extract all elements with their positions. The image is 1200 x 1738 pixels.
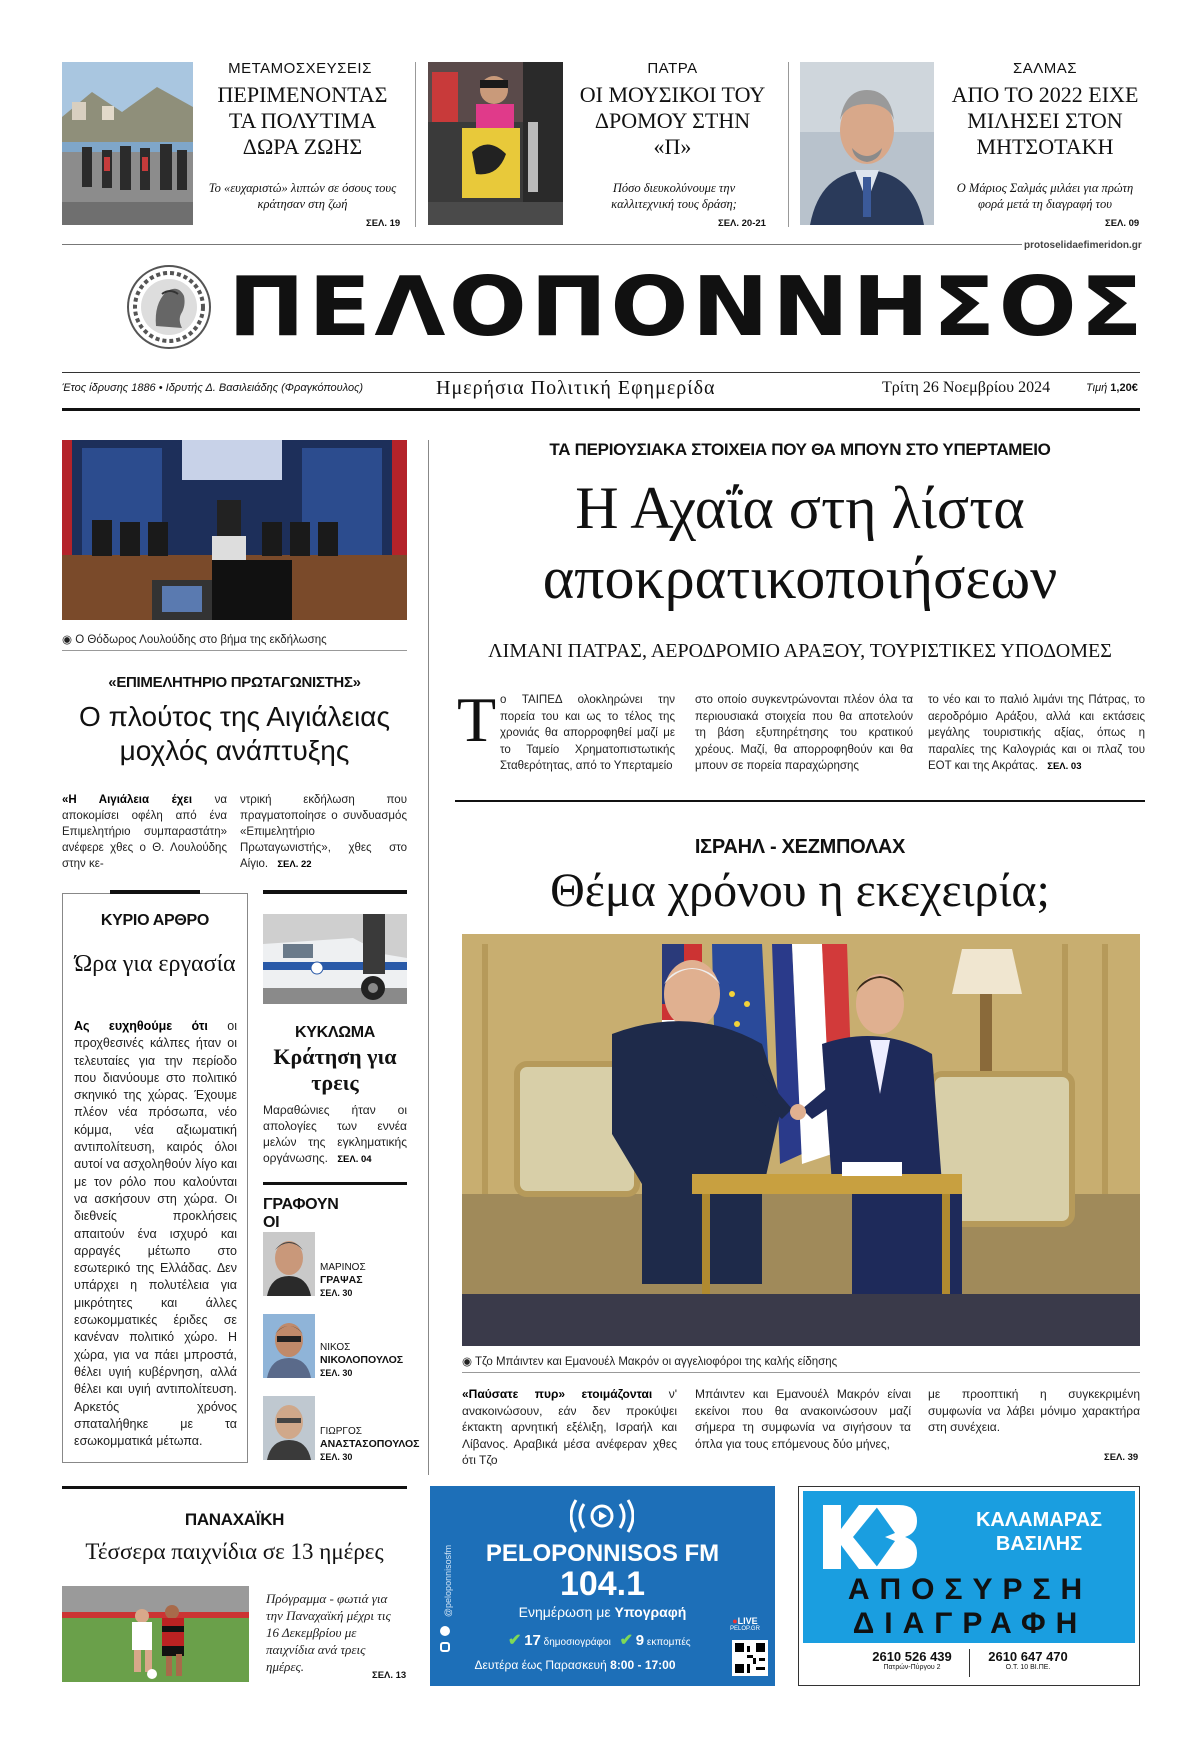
police-car-photo[interactable] (263, 914, 407, 1004)
writer-avatar (263, 1314, 315, 1378)
kalamaras-ad[interactable] (798, 1486, 1140, 1686)
ad-handle: @peloponnisosfm (443, 1544, 453, 1618)
journalists-num: 17 (524, 1632, 541, 1649)
col-text: να αποκομίσει οφέλη από ένα Επιμελητήριο συμπαραστάτη» ανέφερε χθες ο Θ. Λουλούδης στην κε- (62, 794, 227, 870)
fm-hours (430, 1658, 720, 1672)
teaser-headline[interactable]: ΠΕΡΙΜΕΝΟΝΤΑΣ ΤΑ ΠΟΛΥΤΙΜΑ ΔΩΡΑ ΖΩΗΣ (217, 82, 388, 159)
teaser-subhead: Ο Μάριος Σαλμάς μιλάει για πρώτη φορά μετά τη διαγραφή του (956, 181, 1134, 211)
writer-first: ΓΙΩΡΓΟΣ (320, 1426, 362, 1437)
instagram-icon (440, 1642, 450, 1652)
slogan-bold: Υπογραφή (614, 1604, 687, 1620)
photo-caption (62, 632, 407, 646)
writer-last: ΝΙΚΟΛΟΠΟΥΛΟΣ (320, 1354, 404, 1366)
teaser-kicker: ΜΕΤΑΜΟΣΧΕΥΣΕΙΣ (228, 60, 372, 77)
divider (62, 650, 407, 651)
fm-frequency: 104.1 (559, 1565, 646, 1603)
crime-headline[interactable]: Κράτηση για τρεις (273, 1044, 397, 1095)
writer-name (320, 1342, 403, 1379)
writer-first: ΝΙΚΟΣ (320, 1342, 351, 1353)
teaser-kicker: ΣΑΛΜΑΣ (1012, 60, 1078, 77)
kb-logo-icon (819, 1501, 919, 1573)
writer-last: ΑΝΑΣΤΑΣΟΠΟΥΛΟΣ (320, 1438, 420, 1450)
qr-code-icon (732, 1640, 768, 1676)
editorial-headline[interactable]: Ώρα για εργασία (74, 951, 236, 977)
ad-line-1: ΑΠΟΣΥΡΣΗ (847, 1573, 1093, 1606)
teaser-subhead: Το «ευχαριστώ» λιπτών σε όσους τους κράτησαν στη ζωή (208, 181, 397, 211)
facebook-icon (440, 1626, 450, 1636)
main-dropcap: Τ (457, 684, 497, 755)
writer-first: ΜΑΡΙΝΟΣ (320, 1262, 366, 1273)
writers-title: ΓΡΑΦΟΥΝ ΟΙ (263, 1196, 339, 1231)
fm-stats (508, 1630, 691, 1650)
page-ref: ΣΕΛ. 09 (1105, 218, 1140, 229)
col-text: ντρική εκδήλωση που πραγματοποίησε ο συνδυασμός «Επιμελητήριο Πρωταγωνιστής», χθες στο Αίγιο. (240, 794, 407, 870)
teaser-photo-transplant (62, 62, 193, 225)
masthead-rule-bottom (62, 408, 1140, 411)
lead-in: «Η Αιγιάλεια έχει (62, 794, 193, 806)
page-ref: ΣΕΛ. 13 (372, 1670, 407, 1681)
writer-last: ΓΡΑΨΑΣ (320, 1274, 363, 1286)
writer-page: ΣΕΛ. 30 (320, 1452, 353, 1462)
editorial-top-bar (110, 890, 200, 894)
col-text: Μπάιντεν και Εμανουέλ Μακρόν είναι εκείνοι που θα ανακοινώσουν μαζί σήμερα τη συμφωνία να σιγήσουν τα όπλα για τους επόμενους δύο μήνες, (695, 1387, 911, 1451)
editorial-text (74, 1018, 237, 1450)
ceasefire-headline[interactable]: Θέμα χρόνου η εκεχειρία; (550, 864, 1050, 917)
masthead-logo-icon (126, 264, 212, 350)
radio-broadcast-icon (570, 1498, 634, 1534)
photo-caption (462, 1354, 1140, 1368)
phone-1[interactable]: 2610 526 439 (872, 1649, 952, 1664)
ad-name-1: ΚΑΛΑΜΑΡΑΣ (975, 1509, 1103, 1531)
price-value: 1,20€ (1110, 382, 1138, 394)
journalists-label: δημοσιογράφοι (543, 1637, 611, 1648)
writer-name (320, 1262, 366, 1299)
ceasefire-col-1 (462, 1386, 677, 1469)
peloponnisos-fm-ad[interactable] (430, 1486, 775, 1686)
teaser-subhead: Πόσο διευκολύνουμε την καλλιτεχνική τους δράση; (611, 181, 737, 211)
page-ref: ΣΕΛ. 03 (1047, 761, 1082, 772)
page-ref: ΣΕΛ. 20-21 (718, 218, 766, 229)
main-headline-line-1[interactable]: Η Αχαΐα στη λίστα (575, 475, 1025, 541)
biden-macron-photo[interactable] (462, 934, 1140, 1346)
caption-text: Ο Θόδωρος Λουλούδης στο βήμα της εκδήλωσης (75, 634, 327, 646)
teaser-photo-street-musician (428, 62, 563, 225)
story-kicker: «ΕΠΙΜΕΛΗΤΗΡΙΟ ΠΡΩΤΑΓΩΝΙΣΤΗΣ» (108, 674, 361, 691)
lead-in: «Παύσατε πυρ» ετοιμάζονται (462, 1387, 653, 1401)
writer-avatar (263, 1232, 315, 1296)
caption-text: Τζο Μπάιντεν και Εμανουέλ Μακρόν οι αγγελιοφόροι της καλής είδησης (475, 1356, 838, 1368)
teaser-photo-salmas (800, 62, 934, 225)
ceasefire-col-2 (695, 1386, 911, 1452)
crime-text (263, 1102, 407, 1168)
crime-kicker: ΚΥΚΛΩΜΑ (294, 1024, 376, 1041)
price-label: Τιμή (1086, 382, 1108, 394)
ceasefire-col-3 (928, 1386, 1140, 1436)
col-text: με προοπτική η συγκεκριμένη συμφωνία να λάβει μόνιμο χαρακτήρα στη συνέχεια. (928, 1387, 1140, 1434)
col-text: ο ΤΑΙΠΕΔ ολοκληρώνει την πορεία του και ως το τέλος της χρονιάς θα απορροφηθεί μαζί με το Ταμείο Χρηματοπιστωτικής Σταθερότητας, από το Υπερταμείο (500, 694, 675, 772)
event-photo[interactable] (62, 440, 407, 620)
live-label: LIVE (737, 1616, 758, 1626)
ad-line-2: ΔΙΑΓΡΑΦΗ (852, 1607, 1088, 1640)
editorial-kicker: ΚΥΡΙΟ ΑΡΘΡΟ (100, 912, 210, 929)
writer-avatar (263, 1396, 315, 1460)
col-text: ν' ανακοινώσουν, εάν δεν προκύψει έκτακτη αρνητική εξέλιξη, Ισραήλ και Λίβανος. Αραβικά μέσα ανέφεραν χθες ότι Τζο (462, 1387, 677, 1467)
writer-page: ΣΕΛ. 30 (320, 1368, 353, 1378)
masthead-tagline: Ημερήσια Πολιτική Εφημερίδα (436, 377, 716, 399)
section-rule (455, 800, 1145, 802)
teaser-kicker: ΠΑΤΡΑ (647, 60, 698, 77)
ceasefire-kicker: ΙΣΡΑΗΛ - ΧΕΖΜΠΟΛΑΧ (694, 836, 906, 858)
col-text: στο οποίο συγκεντρώνονται πλέον όλα τα περιουσιακά στοιχεία που θα αποτελούν τη βάση εξυπηρέτησης του κρατικού χρέους. Μαζί, θα απορροφηθούν και θα μπουν σε πορεία παραχώρησης (695, 694, 913, 772)
address-1: Πατρών-Πύργου 2 (883, 1664, 941, 1671)
top-rule (62, 244, 1140, 245)
story-headline[interactable]: Ο πλούτος της Αιγιάλειας μοχλός ανάπτυξης (79, 701, 390, 766)
page-ref: ΣΕΛ. 19 (366, 218, 401, 229)
story-col-1 (62, 792, 227, 872)
masthead-founded: Έτος ίδρυσης 1886 • Ιδρυτής Δ. Βασιλειάδης (Φραγκόπουλος) (62, 382, 364, 394)
divider (462, 1372, 1140, 1373)
sports-text: Πρόγραμμα - φωτιά για την Παναχαϊκή μέχρι τις 16 Δεκεμβρίου με παιχνίδια ανά τρεις ημέρες. (266, 1591, 391, 1674)
divider (415, 62, 416, 227)
story-col-2 (240, 792, 407, 873)
phone-2[interactable]: 2610 647 470 (988, 1649, 1068, 1664)
camera-icon: ◉ (62, 634, 76, 646)
ad-name-2: ΒΑΣΙΛΗΣ (995, 1533, 1083, 1555)
masthead-price (1086, 382, 1138, 394)
masthead-title[interactable]: ΠΕΛΟΠΟΝΝΗΣΟΣ (228, 260, 1147, 355)
live-dot-icon: ● (732, 1616, 738, 1626)
hours-pre: Δευτέρα έως Παρασκευή (474, 1658, 607, 1672)
page-ref: ΣΕΛ. 04 (337, 1154, 372, 1165)
main-subhead: ΛΙΜΑΝΙ ΠΑΤΡΑΣ, ΑΕΡΟΔΡΟΜΙΟ ΑΡΑΞΟΥ, ΤΟΥΡΙΣΤΙΚΕΣ ΥΠΟΔΟΜΕΣ (488, 640, 1112, 662)
ad-contact-1 (857, 1649, 967, 1671)
editorial-body: οι προχθεσινές κάλπες ήταν οι τελευταίες για την περίοδο που διανύουμε στο πολιτικό σκηνικό της χώρας. Έχουμε πλέον νέα πρόσωπα, νέο κόμμα, νέα αξιωματική αντιπολίτευση, καιρός όλοι αυτοί να ασχοληθούν λίγο και με τον ρόλο που καλούνται να ασκήσουν στη χώρα. Οι διεθνείς προκλήσεις απαιτούν ένα ισχυρό και αρραγές μέτωπο στο εσωτερικό της Ελλάδας. Δεν υπάρχει η πολυτέλεια για μικρότητες και άλλες εσωκομματικές έριδες σε κανέναν πολιτικό χώρο. Η χώρα, για να πάει μπροστά, θέλει υγιή κυβέρνηση, αλλά θέλει και υγιή αντιπολίτευση. Αρκετός χρόνος σπαταλήθηκε με τα εσωκομματικά μέτωπα. (74, 1019, 237, 1449)
sports-kicker: ΠΑΝΑΧΑΪΚΗ (184, 1510, 285, 1529)
main-col-1 (500, 692, 675, 775)
sports-headline[interactable]: Τέσσερα παιχνίδια σε 13 ημέρες (85, 1539, 384, 1564)
ad-contact-2 (973, 1649, 1083, 1671)
shows-label: εκπομπές (646, 1637, 691, 1648)
lead-in: Ας ευχηθούμε ότι (74, 1019, 208, 1033)
writer-name (320, 1426, 419, 1463)
crime-body: Μαραθώνιες ήταν οι απολογίες των εννέα μελών της εγκληματικής οργάνωσης. (263, 1103, 407, 1165)
main-col-2 (695, 692, 913, 775)
fm-slogan (430, 1604, 775, 1620)
writers-top-bar (263, 1182, 407, 1185)
fm-name: PELOPONNISOS FM (485, 1540, 720, 1567)
page-ref: ΣΕΛ. 39 (1104, 1452, 1139, 1463)
live-badge (730, 1616, 760, 1632)
teaser-headline[interactable]: ΟΙ ΜΟΥΣΙΚΟΙ ΤΟΥ ΔΡΟΜΟΥ ΣΤΗΝ «Π» (579, 82, 766, 159)
slogan-pre: Ενημέρωση με (518, 1604, 611, 1620)
crime-top-bar (263, 890, 407, 894)
writer-page: ΣΕΛ. 30 (320, 1288, 353, 1298)
column-divider (428, 440, 429, 1475)
check-icon: ✔ (508, 1632, 522, 1649)
divider (788, 62, 789, 227)
address-2: Ο.Τ. 10 ΒΙ.ΠΕ. (1005, 1664, 1051, 1671)
main-kicker: ΤΑ ΠΕΡΙΟΥΣΙΑΚΑ ΣΤΟΙΧΕΙΑ ΠΟΥ ΘΑ ΜΠΟΥΝ ΣΤΟ ΥΠΕΡΤΑΜΕΙΟ (549, 440, 1051, 459)
main-col-3 (928, 692, 1145, 776)
hours: 8:00 - 17:00 (610, 1658, 676, 1672)
teaser-headline[interactable]: ΑΠΟ ΤΟ 2022 ΕΙΧΕ ΜΙΛΗΣΕΙ ΣΤΟΝ ΜΗΤΣΟΤΑΚΗ (951, 82, 1139, 159)
live-sub: PELOP.GR (730, 1626, 760, 1632)
shows-num: 9 (635, 1632, 645, 1649)
masthead-date: Τρίτη 26 Νοεμβρίου 2024 (882, 379, 1051, 396)
page-ref: ΣΕΛ. 22 (277, 859, 312, 870)
bottom-rule (62, 1486, 407, 1489)
col-text: το νέο και το παλιό λιμάνι της Πάτρας, το αεροδρόμιο Αράξου, αλλά και εκτάσεις μεγάλης τουριστικής αξίας, όπως η παραλίες της Καλογριάς και οι πλαζ του ΕΟΤ και της Ακράτας. (928, 694, 1145, 772)
masthead-rule-top (62, 372, 1140, 373)
camera-icon: ◉ (462, 1356, 476, 1368)
check-icon: ✔ (619, 1632, 633, 1649)
ad-contact-divider (969, 1649, 970, 1677)
main-headline-line-2[interactable]: αποκρατικοποιήσεων (542, 545, 1058, 611)
watermark: protoselidaefimeridon.gr (1024, 240, 1142, 251)
football-photo[interactable] (62, 1586, 249, 1682)
